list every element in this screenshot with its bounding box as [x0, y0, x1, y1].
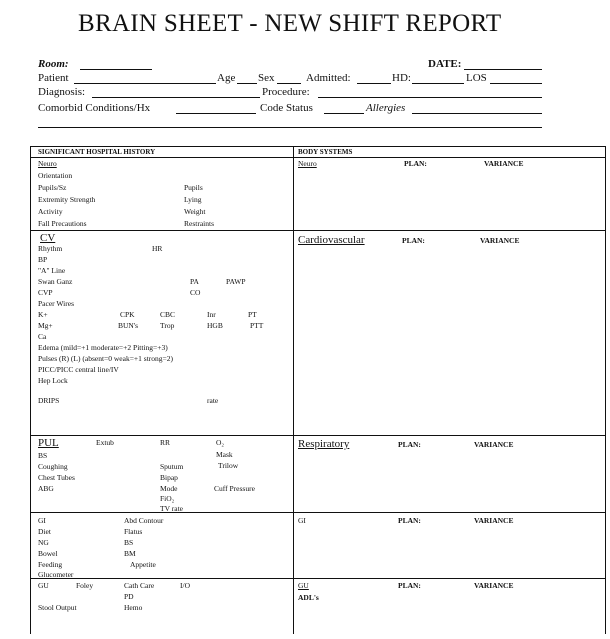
right-gi-label: GI [298, 516, 306, 525]
pulses: Pulses (R) (L) (absent=0 weak=+1 strong=2) [38, 354, 174, 363]
admitted-label: Admitted: [306, 72, 351, 84]
room-field[interactable] [80, 69, 152, 70]
hgb: HGB [207, 321, 223, 330]
age-field[interactable] [237, 83, 257, 84]
hemo: Hemo [124, 603, 143, 612]
table-right-border [605, 146, 606, 634]
drips-rate: rate [207, 396, 219, 405]
cath-care: Cath Care [124, 581, 155, 590]
admitted-field[interactable] [357, 83, 391, 84]
hr: HR [152, 244, 163, 253]
pupils-sz: Pupils/Sz [38, 183, 67, 192]
cvp: CVP [38, 288, 53, 297]
date-label: DATE: [428, 58, 462, 70]
diagnosis-label: Diagnosis: [38, 86, 86, 98]
extub: Extub [96, 438, 114, 447]
hep-lock: Hep Lock [38, 376, 68, 385]
activity: Activity [38, 207, 63, 216]
resp-variance: VARIANCE [474, 440, 514, 449]
right-gu-label: GU [298, 581, 309, 590]
sex-label: Sex [258, 72, 275, 84]
mode: Mode [160, 484, 178, 493]
right-neuro-label: Neuro [298, 159, 317, 168]
co: CO [190, 288, 201, 297]
ca: Ca [38, 332, 47, 341]
edema: Edema (mild=+1 moderate=+2 Pitting=+3) [38, 343, 168, 352]
code-status-label: Code Status [260, 102, 313, 114]
trilow: Trilow [218, 461, 239, 470]
procedure-label: Procedure: [262, 86, 310, 98]
diet: Diet [38, 527, 51, 536]
pul-bs: BS [38, 451, 48, 460]
resp-plan: PLAN: [398, 440, 421, 449]
cardio-plan: PLAN: [402, 236, 425, 245]
table-left-border [30, 146, 31, 634]
gi-plan: PLAN: [398, 516, 421, 525]
hd-field[interactable] [412, 83, 464, 84]
history-heading: SIGNIFICANT HOSPITAL HISTORY [38, 148, 156, 156]
glucometer: Glucometer [38, 570, 74, 579]
row-divider-gu [30, 578, 606, 579]
weight: Weight [184, 207, 206, 216]
respiratory-label: Respiratory [298, 438, 350, 450]
gu-label: GU [38, 581, 49, 590]
rhythm: Rhythm [38, 244, 63, 253]
sputum: Sputum [160, 462, 184, 471]
allergies-label: Allergies [366, 102, 406, 114]
pul-label: PUL [38, 437, 59, 449]
los-label: LOS [466, 72, 487, 84]
hd-label: HD: [392, 72, 411, 84]
cardiovascular-label: Cardiovascular [298, 234, 365, 246]
mg-plus: Mg+ [38, 321, 53, 330]
ng: NG [38, 538, 49, 547]
cv-label: CV [40, 232, 56, 244]
los-field[interactable] [490, 83, 542, 84]
chest-tubes: Chest Tubes [38, 473, 75, 482]
adls-label: ADL's [298, 593, 319, 602]
drips: DRIPS [38, 396, 60, 405]
gi-bs: BS [124, 538, 134, 547]
page-title: BRAIN SHEET - NEW SHIFT REPORT [78, 10, 502, 37]
coughing: Coughing [38, 462, 68, 471]
cbc: CBC [160, 310, 176, 319]
row-divider-gi [30, 512, 606, 513]
extra-line-1[interactable] [38, 127, 542, 128]
cardio-variance: VARIANCE [480, 236, 520, 245]
pt: PT [248, 310, 257, 319]
sex-field[interactable] [277, 83, 301, 84]
swan-ganz: Swan Ganz [38, 277, 73, 286]
bun: BUN's [118, 321, 139, 330]
ptt: PTT [250, 321, 264, 330]
tv-rate: TV rate [160, 504, 183, 513]
appetite: Appetite [130, 560, 156, 569]
code-status-field[interactable] [324, 113, 364, 114]
table-top-border [30, 146, 606, 147]
feeding: Feeding [38, 560, 63, 569]
restraints: Restraints [184, 219, 214, 228]
pupils: Pupils [184, 183, 203, 192]
io: I/O [180, 581, 190, 590]
allergies-field[interactable] [412, 113, 542, 114]
comorbid-field[interactable] [176, 113, 256, 114]
neuro-label: Neuro [38, 159, 57, 168]
a-line: "A" Line [38, 266, 66, 275]
o2: O₂ [216, 438, 225, 447]
cuff-pressure: Cuff Pressure [214, 484, 255, 493]
age-label: Age [217, 72, 236, 84]
neuro-variance: VARIANCE [484, 159, 524, 168]
rr: RR [160, 438, 171, 447]
pawp: PAWP [226, 277, 246, 286]
abg: ABG [38, 484, 54, 493]
pd: PD [124, 592, 134, 601]
flatus: Flatus [124, 527, 143, 536]
inr: Inr [207, 310, 216, 319]
date-field[interactable] [464, 69, 542, 70]
extremity-strength: Extremity Strength [38, 195, 96, 204]
bipap: Bipap [160, 473, 178, 482]
gu-plan: PLAN: [398, 581, 421, 590]
room-label: Room: [38, 58, 69, 70]
mask: Mask [216, 450, 233, 459]
abd-contour: Abd Contour [124, 516, 164, 525]
fall-precautions: Fall Precautions [38, 219, 87, 228]
pacer-wires: Pacer Wires [38, 299, 75, 308]
pa: PA [190, 277, 199, 286]
row-divider-cv [30, 230, 606, 231]
comorbid-label: Comorbid Conditions/Hx [38, 102, 151, 114]
patient-field[interactable] [74, 83, 216, 84]
foley: Foley [76, 581, 94, 590]
bp: BP [38, 255, 48, 264]
diagnosis-field[interactable] [92, 97, 260, 98]
heading-row-border [30, 157, 606, 158]
bm: BM [124, 549, 136, 558]
lying: Lying [184, 195, 202, 204]
patient-label: Patient [38, 72, 69, 84]
cpk: CPK [120, 310, 135, 319]
gi-label: GI [38, 516, 46, 525]
gi-variance: VARIANCE [474, 516, 514, 525]
bowel: Bowel [38, 549, 58, 558]
fio2: FiO₂ [160, 494, 175, 503]
orientation: Orientation [38, 171, 73, 180]
table-divider [293, 146, 294, 634]
stool-output: Stool Output [38, 603, 77, 612]
trop: Trop [160, 321, 175, 330]
neuro-plan: PLAN: [404, 159, 427, 168]
k-plus: K+ [38, 310, 48, 319]
procedure-field[interactable] [318, 97, 542, 98]
picc-line: PICC/PICC central line/IV [38, 365, 119, 374]
row-divider-pul [30, 435, 606, 436]
gu-variance: VARIANCE [474, 581, 514, 590]
body-systems-heading: BODY SYSTEMS [298, 148, 353, 156]
